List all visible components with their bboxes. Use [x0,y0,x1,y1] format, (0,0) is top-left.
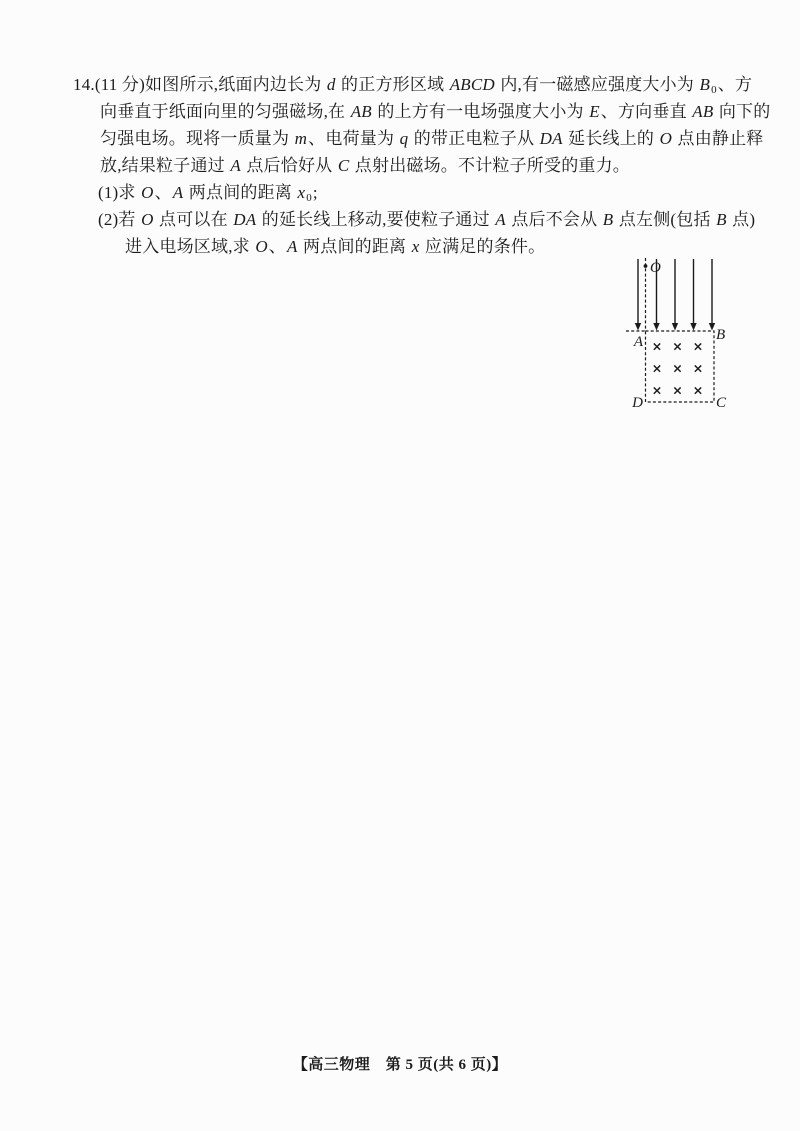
field-into-page-cross-icon: × [672,382,683,398]
release-point-dot [644,264,648,268]
field-into-page-cross-icon: × [672,360,683,376]
field-arrowhead-icon [709,323,715,331]
field-into-page-cross-icon: × [651,338,663,354]
problem-line-3: 匀强电场。现将一质量为 m、电荷量为 q 的带正电粒子从 DA 延长线上的 O 点由静止释 [100,129,764,148]
problem-14-figure [612,250,792,420]
page-footer: 【高三物理 第 5 页(共 6 页)】 [292,1057,508,1073]
problem-line-1: 14.(11 分)如图所示,纸面内边长为 d 的正方形区域 ABCD 内,有一磁感应强度大小为 B0、方 [73,75,753,96]
field-arrowhead-icon [653,323,659,331]
problem-line-4: 放,结果粒子通过 A 点后恰好从 C 点射出磁场。不计粒子所受的重力。 [100,156,631,175]
label-corner-b: B [716,327,726,343]
field-into-page-cross-icon: × [692,360,704,376]
field-into-page-cross-icon: × [651,360,663,376]
field-arrowhead-icon [690,323,696,331]
label-corner-a: A [633,334,643,350]
problem-line-7: 进入电场区域,求 O、A 两点间的距离 x 应满足的条件。 [125,237,546,256]
field-into-page-cross-icon: × [692,338,704,354]
field-into-page-cross-icon: × [692,382,704,398]
field-diagram [612,250,792,420]
label-corner-c: C [716,395,727,411]
field-arrowhead-icon [672,323,678,331]
field-arrowhead-icon [635,323,641,331]
problem-line-2: 向垂直于纸面向里的匀强磁场,在 AB 的上方有一电场强度大小为 E、方向垂直 AB 向下的 [100,102,771,121]
field-into-page-cross-icon: × [651,382,663,398]
problem-line-6: (2)若 O 点可以在 DA 的延长线上移动,要使粒子通过 A 点后不会从 B 点左侧(包括 B 点) [98,210,756,229]
field-into-page-cross-icon: × [672,338,683,354]
label-corner-d: D [632,395,643,411]
problem-14-text [0,71,780,260]
label-point-o: O [650,260,661,276]
problem-line-5: (1)求 O、A 两点间的距离 x0; [98,183,318,204]
electric-field-arrows [635,259,715,331]
magnetic-field-crosses [652,339,703,398]
